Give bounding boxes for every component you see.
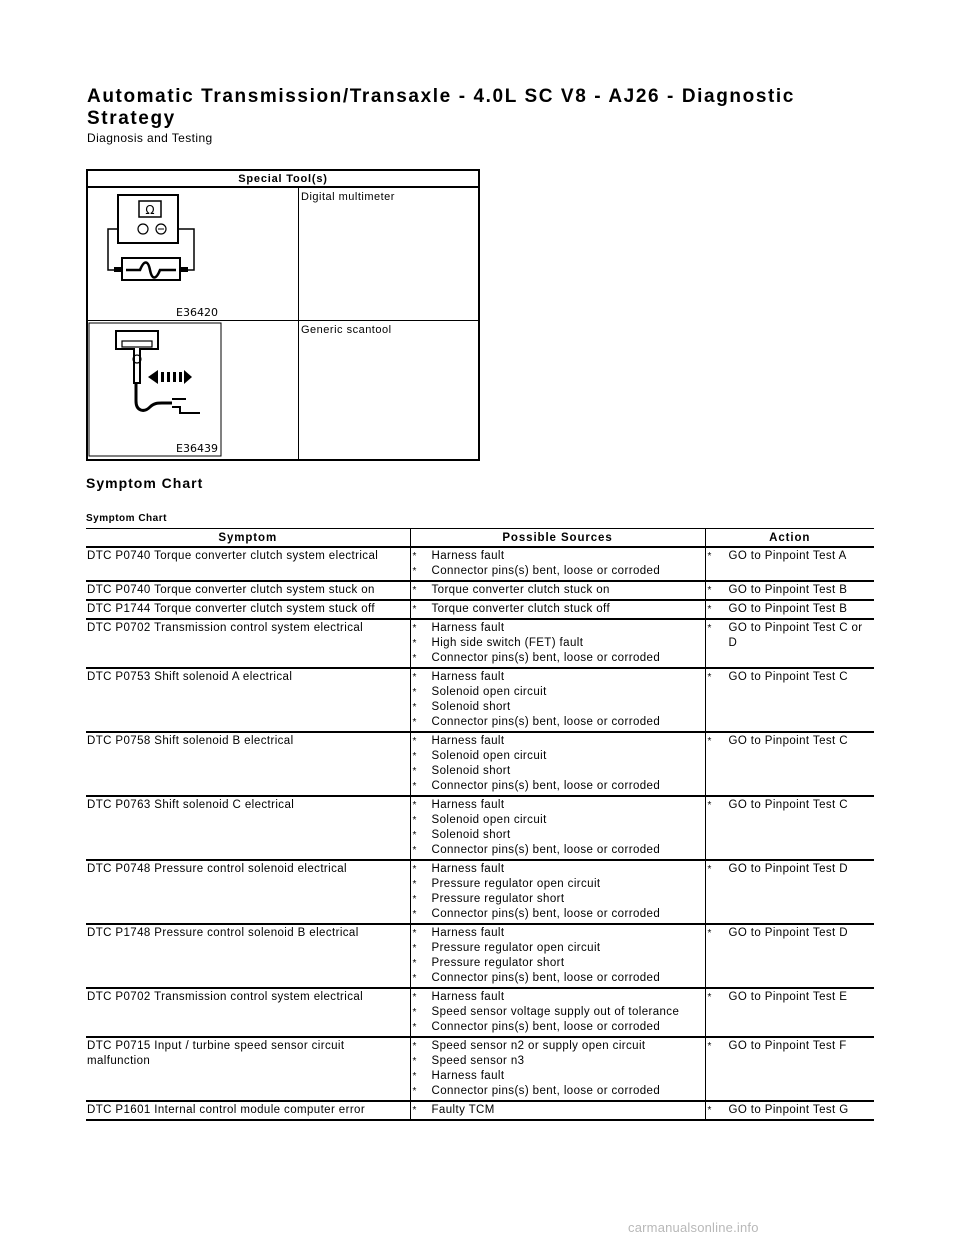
tool-description: Generic scantool — [299, 321, 480, 461]
action-text: * GO to Pinpoint Test A — [707, 549, 874, 564]
page-subtitle: Diagnosis and Testing — [87, 131, 213, 145]
action-cell — [705, 581, 874, 600]
sources-list — [412, 798, 704, 858]
list-item: * Harness fault — [412, 926, 704, 941]
symptom-cell: DTC P0753 Shift solenoid A electrical — [86, 668, 410, 732]
sources-list — [412, 621, 704, 666]
list-item: * Torque converter clutch stuck off — [412, 602, 704, 617]
sources-cell — [410, 581, 705, 600]
table-row — [86, 988, 874, 1037]
list-item: * Connector pins(s) bent, loose or corroded — [412, 779, 704, 794]
list-item: * Harness fault — [412, 670, 704, 685]
list-item: * Pressure regulator short — [412, 956, 704, 971]
list-item: * Solenoid open circuit — [412, 749, 704, 764]
action-text: * GO to Pinpoint Test D — [707, 926, 874, 941]
list-item: * Pressure regulator open circuit — [412, 941, 704, 956]
tool-image-cell — [87, 321, 299, 461]
list-item: * Torque converter clutch stuck on — [412, 583, 704, 598]
symptom-chart-table — [86, 528, 874, 1121]
action-text: * GO to Pinpoint Test B — [707, 583, 874, 598]
sources-cell — [410, 988, 705, 1037]
symptom-cell: DTC P0715 Input / turbine speed sensor circuit malfunction — [86, 1037, 410, 1101]
sources-cell — [410, 732, 705, 796]
list-item: * Harness fault — [412, 1069, 704, 1084]
list-item: * Speed sensor n2 or supply open circuit — [412, 1039, 704, 1054]
list-item: * Connector pins(s) bent, loose or corroded — [412, 1084, 704, 1099]
list-item: * Solenoid short — [412, 700, 704, 715]
action-text: * GO to Pinpoint Test C — [707, 670, 874, 685]
tool-row — [87, 321, 479, 461]
special-tools-table — [86, 169, 480, 461]
action-cell — [705, 1037, 874, 1101]
sources-list — [412, 926, 704, 986]
tool-image-label: E36420 — [176, 306, 218, 319]
action-cell — [705, 796, 874, 860]
sources-cell — [410, 924, 705, 988]
action-text: * GO to Pinpoint Test B — [707, 602, 874, 617]
sources-list — [412, 549, 704, 579]
list-item: * Harness fault — [412, 862, 704, 877]
action-cell — [705, 924, 874, 988]
sources-cell — [410, 600, 705, 619]
list-item: * Harness fault — [412, 549, 704, 564]
sources-list — [412, 1039, 704, 1099]
symptom-cell: DTC P0740 Torque converter clutch system stuck on — [86, 581, 410, 600]
list-item: * Solenoid open circuit — [412, 813, 704, 828]
sources-list — [412, 734, 704, 794]
list-item: * Speed sensor n3 — [412, 1054, 704, 1069]
action-cell — [705, 988, 874, 1037]
list-item: * Faulty TCM — [412, 1103, 704, 1118]
column-header-action: Action — [705, 529, 874, 548]
svg-text:Ω: Ω — [145, 203, 155, 217]
symptom-cell: DTC P0758 Shift solenoid B electrical — [86, 732, 410, 796]
list-item: * Connector pins(s) bent, loose or corroded — [412, 715, 704, 730]
action-cell — [705, 1101, 874, 1120]
list-item: * Connector pins(s) bent, loose or corroded — [412, 907, 704, 922]
column-header-symptom: Symptom — [86, 529, 410, 548]
symptom-cell: DTC P1748 Pressure control solenoid B electrical — [86, 924, 410, 988]
list-item: * Solenoid short — [412, 764, 704, 779]
table-row — [86, 796, 874, 860]
list-item: * Connector pins(s) bent, loose or corroded — [412, 1020, 704, 1035]
action-text: * GO to Pinpoint Test F — [707, 1039, 874, 1054]
sources-cell — [410, 668, 705, 732]
symptom-cell: DTC P1744 Torque converter clutch system stuck off — [86, 600, 410, 619]
sources-list — [412, 583, 704, 598]
sources-cell — [410, 547, 705, 581]
action-text: * GO to Pinpoint Test D — [707, 862, 874, 877]
symptom-cell: DTC P0740 Torque converter clutch system electrical — [86, 547, 410, 581]
special-tools-heading: Special Tool(s) — [87, 170, 479, 187]
symptom-cell: DTC P0702 Transmission control system electrical — [86, 988, 410, 1037]
symptom-cell: DTC P0702 Transmission control system electrical — [86, 619, 410, 668]
page-title: Automatic Transmission/Transaxle - 4.0L SC V8 - AJ26 - Diagnostic Strategy — [87, 86, 795, 129]
sources-cell — [410, 1101, 705, 1120]
list-item: * Connector pins(s) bent, loose or corroded — [412, 564, 704, 579]
tool-image-label: E36439 — [176, 442, 218, 455]
symptom-cell: DTC P0763 Shift solenoid C electrical — [86, 796, 410, 860]
list-item: * Solenoid open circuit — [412, 685, 704, 700]
table-row — [86, 581, 874, 600]
action-cell — [705, 619, 874, 668]
table-caption: Symptom Chart — [86, 513, 167, 524]
action-cell — [705, 860, 874, 924]
list-item: * Harness fault — [412, 990, 704, 1005]
list-item: * Harness fault — [412, 798, 704, 813]
tool-description: Digital multimeter — [299, 187, 480, 321]
watermark: carmanualsonline.info — [628, 1220, 759, 1235]
sources-cell — [410, 796, 705, 860]
multimeter-icon — [88, 188, 298, 320]
table-row — [86, 1101, 874, 1120]
tool-image-cell — [87, 187, 299, 321]
action-text: * GO to Pinpoint Test C — [707, 798, 874, 813]
list-item: * High side switch (FET) fault — [412, 636, 704, 651]
list-item: * Pressure regulator open circuit — [412, 877, 704, 892]
sources-list — [412, 862, 704, 922]
table-row — [86, 619, 874, 668]
symptom-cell: DTC P1601 Internal control module computer error — [86, 1101, 410, 1120]
sources-cell — [410, 619, 705, 668]
tool-row — [87, 187, 479, 321]
action-text: * GO to Pinpoint Test C — [707, 734, 874, 749]
action-cell — [705, 668, 874, 732]
action-cell — [705, 600, 874, 619]
sources-list — [412, 1103, 704, 1118]
sources-list — [412, 990, 704, 1035]
table-row — [86, 547, 874, 581]
table-row — [86, 1037, 874, 1101]
section-title: Symptom Chart — [86, 475, 204, 491]
list-item: * Connector pins(s) bent, loose or corroded — [412, 651, 704, 666]
action-text: * GO to Pinpoint Test C or D — [707, 621, 874, 651]
table-row — [86, 924, 874, 988]
table-row — [86, 732, 874, 796]
action-text: * GO to Pinpoint Test E — [707, 990, 874, 1005]
action-cell — [705, 732, 874, 796]
table-row — [86, 600, 874, 619]
list-item: * Pressure regulator short — [412, 892, 704, 907]
scantool-icon — [88, 321, 298, 459]
table-row — [86, 860, 874, 924]
sources-list — [412, 670, 704, 730]
list-item: * Harness fault — [412, 621, 704, 636]
table-row — [86, 668, 874, 732]
sources-cell — [410, 860, 705, 924]
list-item: * Speed sensor voltage supply out of tolerance — [412, 1005, 704, 1020]
action-text: * GO to Pinpoint Test G — [707, 1103, 874, 1118]
sources-list — [412, 602, 704, 617]
sources-cell — [410, 1037, 705, 1101]
action-cell — [705, 547, 874, 581]
column-header-sources: Possible Sources — [410, 529, 705, 548]
list-item: * Connector pins(s) bent, loose or corroded — [412, 843, 704, 858]
list-item: * Solenoid short — [412, 828, 704, 843]
list-item: * Connector pins(s) bent, loose or corroded — [412, 971, 704, 986]
list-item: * Harness fault — [412, 734, 704, 749]
symptom-cell: DTC P0748 Pressure control solenoid electrical — [86, 860, 410, 924]
